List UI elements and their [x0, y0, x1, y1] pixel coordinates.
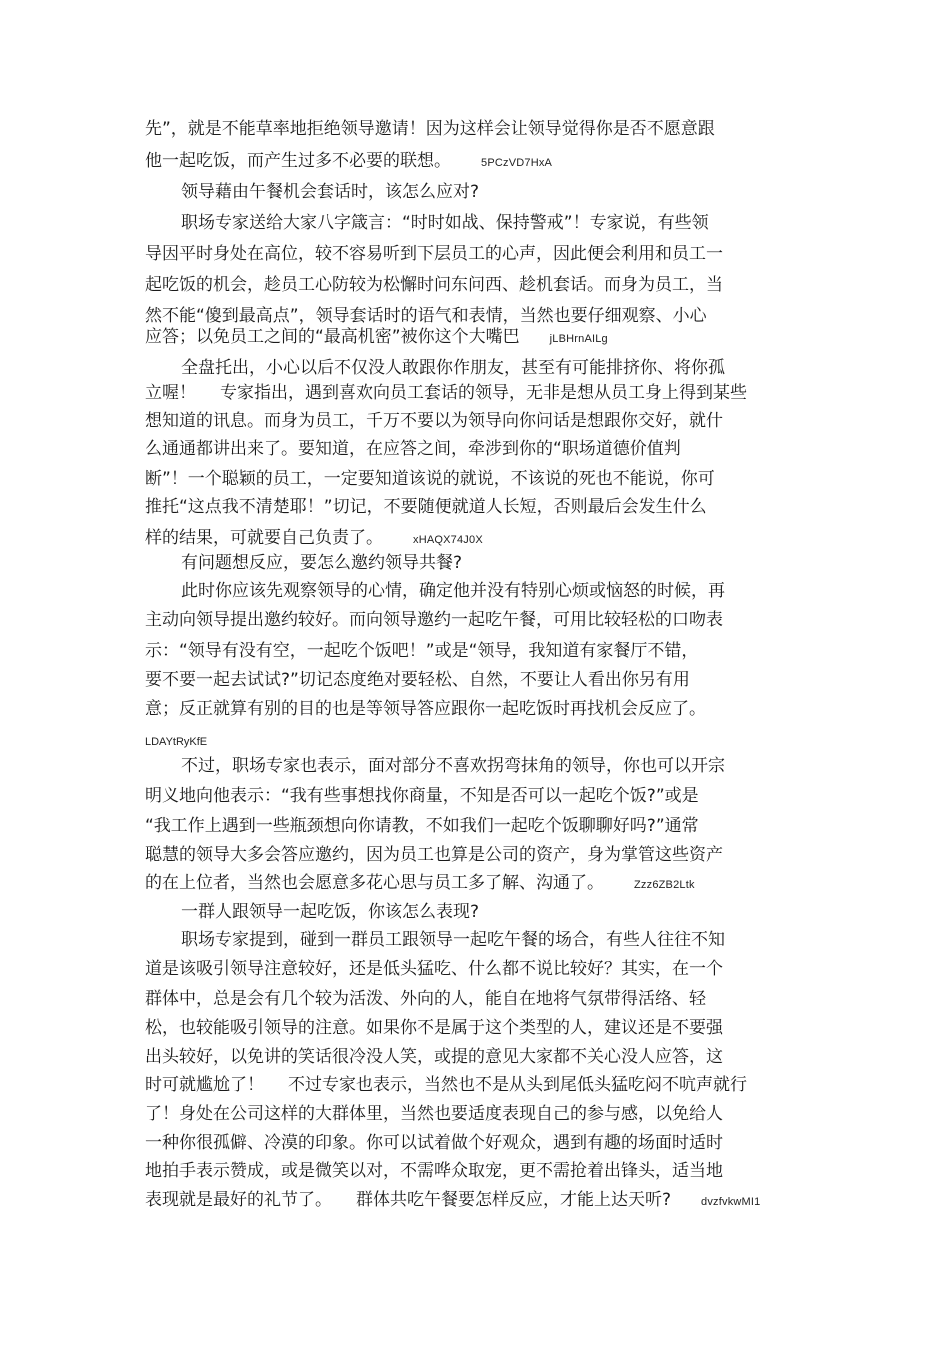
text-line: 了！身处在公司这样的大群体里，当然也要适度表现自己的参与感，以免给人	[145, 1104, 723, 1124]
text-line: 想知道的讯息。而身为员工，千万不要以为领导向你问话是想跟你交好，就什	[145, 411, 723, 431]
text-line: 出头较好，以免讲的笑话很冷没人笑，或提的意见大家都不关心没人应答，这	[145, 1047, 723, 1067]
section-heading: 有问题想反应，要怎么邀约领导共餐?	[181, 553, 463, 573]
doc-code: jLBHrnAILg	[549, 333, 608, 345]
text-line: 不过，职场专家也表示，面对部分不喜欢拐弯抹角的领导，你也可以开宗	[181, 756, 725, 776]
text-line: 主动向领导提出邀约较好。而向领导邀约一起吃午餐，可用比较轻松的口吻表	[145, 610, 723, 630]
section-heading: 一群人跟领导一起吃饭，你该怎么表现?	[181, 902, 480, 922]
text-line: 断”！一个聪颖的员工，一定要知道该说的就说，不该说的死也不能说，你可	[145, 469, 715, 489]
doc-code: LDAYtRyKfE	[145, 736, 208, 748]
doc-code: dvzfvkwMI1	[701, 1196, 761, 1208]
text-line: 起吃饭的机会，趁员工心防较为松懈时问东问西、趁机套话。而身为员工，当	[145, 275, 723, 295]
text-line: 的在上位者，当然也会愿意多花心思与员工多了解、沟通了。 Zzz6ZB2Ltk	[145, 873, 695, 893]
text-line: 聪慧的领导大多会答应邀约，因为员工也算是公司的资产，身为掌管这些资产	[145, 845, 723, 865]
text-line: 意；反正就算有别的目的也是等领导答应跟你一起吃饭时再找机会反应了。	[145, 699, 706, 719]
text-line: 然不能“傻到最高点”，领导套话时的语气和表情，当然也要仔细观察、小心	[145, 306, 707, 326]
text-line: 地拍手表示赞成，或是微笑以对，不需哗众取宠，更不需抢着出锋头，适当地	[145, 1161, 723, 1181]
text-line: 全盘托出，小心以后不仅没人敢跟你作朋友，甚至有可能排挤你、将你孤	[181, 358, 725, 378]
text-line: 么通通都讲出来了。要知道，在应答之间，牵涉到你的“职场道德价值判	[145, 439, 681, 459]
text-line: 表现就是最好的礼节了。 群体共吃午餐要怎样反应，才能上达天听? dvzfvkwMI1	[145, 1190, 761, 1210]
text-line: 立喔！ 专家指出，遇到喜欢向员工套话的领导，无非是想从员工身上得到某些	[145, 383, 747, 403]
text-line: 道是该吸引领导注意较好，还是低头猛吃、什么都不说比较好？其实，在一个	[145, 959, 723, 979]
text-line: “我工作上遇到一些瓶颈想向你请教，不如我们一起吃个饭聊聊好吗?”通常	[145, 816, 699, 836]
text-line: 导因平时身处在高位，较不容易听到下层员工的心声，因此便会利用和员工一	[145, 244, 723, 264]
text-line: 明义地向他表示：“我有些事想找你商量，不知是否可以一起吃个饭?”或是	[145, 786, 699, 806]
doc-code: Zzz6ZB2Ltk	[634, 879, 695, 891]
text-line: 应答；以免员工之间的“最高机密”被你这个大嘴巴 jLBHrnAILg	[145, 327, 608, 347]
text-line: 要不要一起去试试?”切记态度绝对要轻松、自然，不要让人看出你另有用	[145, 670, 690, 690]
text-line: 一种你很孤僻、冷漠的印象。你可以试着做个好观众，遇到有趣的场面时适时	[145, 1133, 723, 1153]
text-line: 职场专家送给大家八字箴言：“时时如战、保持警戒”！专家说，有些领	[181, 213, 709, 233]
text-line: 先”，就是不能草率地拒绝领导邀请！因为这样会让领导觉得你是否不愿意跟	[145, 119, 715, 139]
section-heading: 领导藉由午餐机会套话时，该怎么应对?	[181, 182, 480, 202]
text-line: 推托“这点我不清楚耶！”切记，不要随便就道人长短，否则最后会发生什么	[145, 497, 707, 517]
text-line: 职场专家提到，碰到一群员工跟领导一起吃午餐的场合，有些人往往不知	[181, 930, 725, 950]
text-line: 样的结果，可就要自己负责了。 xHAQX74J0X	[145, 528, 483, 548]
doc-code: 5PCzVD7HxA	[481, 157, 553, 169]
text-line: 此时你应该先观察领导的心情，确定他并没有特别心烦或恼怒的时候，再	[181, 581, 725, 601]
doc-code: xHAQX74J0X	[413, 534, 483, 546]
text-line: 群体中，总是会有几个较为活泼、外向的人，能自在地将气氛带得活络、轻	[145, 989, 706, 1009]
text-line: 松，也较能吸引领导的注意。如果你不是属于这个类型的人，建议还是不要强	[145, 1018, 723, 1038]
text-line: 时可就尴尬了！ 不过专家也表示，当然也不是从头到尾低头猛吃闷不吭声就行	[145, 1075, 747, 1095]
text-line: 他一起吃饭，而产生过多不必要的联想。 5PCzVD7HxA	[145, 151, 553, 171]
text-line: 示：“领导有没有空，一起吃个饭吧！”或是“领导，我知道有家餐厅不错，	[145, 641, 699, 661]
